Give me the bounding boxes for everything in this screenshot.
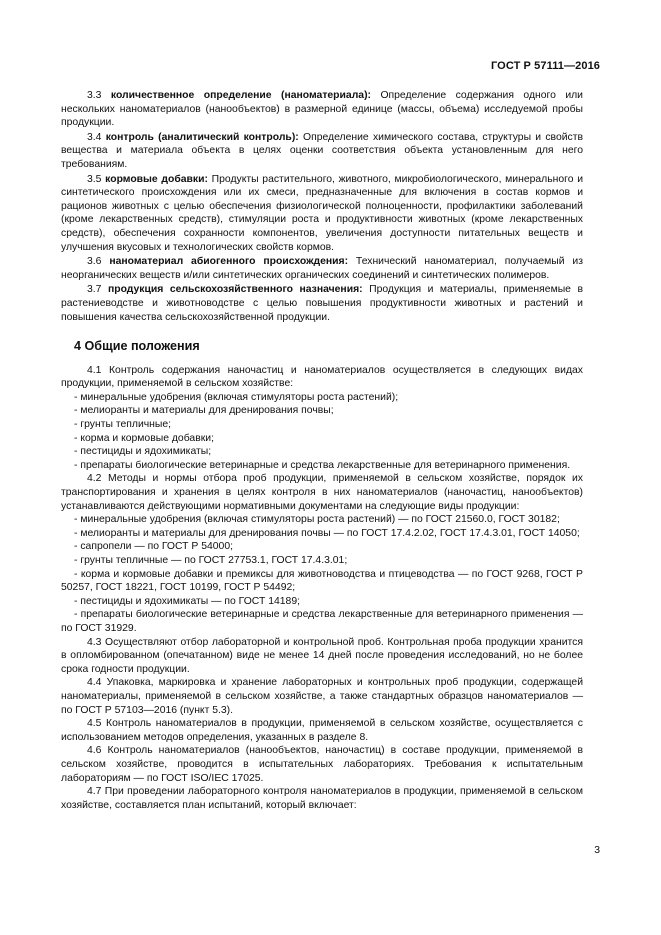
- list-item: - грунты тепличные;: [74, 419, 172, 431]
- paragraph: 4.5 Контроль наноматериалов в продукции, применяемой в сельском хозяйстве, осуществляется с использованием методов определения, указанных в разделе 8.: [61, 718, 583, 743]
- page-number: 3: [594, 845, 600, 856]
- list-item: - препараты биологические ветеринарные и средства лекарственные для ветеринарного применения — по ГОСТ 31929.: [61, 609, 583, 634]
- list-item: - препараты биологические ветеринарные и средства лекарственные для ветеринарного применения.: [74, 459, 571, 471]
- paragraph: 4.3 Осуществляют отбор лабораторной и контрольной проб. Контрольная проба продукции хранится в опломбированном (опечатанном) виде не менее 14 дней после проведения исследований, но не более срока годности продукции.: [61, 636, 583, 675]
- list-item: - мелиоранты и материалы для дренирования почвы;: [74, 405, 334, 417]
- section-content: [61, 364, 583, 813]
- definition-3-4: 3.4 контроль (аналитический контроль): Определение химического состава, структуры и свойств вещества и материала объекта в целях оценки соответствия объекта установленным для него требованиям.: [61, 131, 584, 170]
- document-body: [61, 88, 583, 812]
- definition-3-5: 3.5 кормовые добавки: Продукты растительного, животного, микробиологического, минерального и синтетического происхождения или их смеси, предназначенные для включения в состав кормов и рационов животных с целью обеспечения физиологической полноценности, профилактики заболеваний (кроме лекарственных средств), стимуляции роста и продуктивности животных (кроме лекарственных средств), обеспечения сохранности компонентов, увеличения доступности питательных веществ и улучшения вкусовых и технологических свойств кормов.: [61, 173, 584, 253]
- definition-3-6: 3.6 наноматериал абиогенного происхождения: Технический наноматериал, получаемый из неорганических веществ и/или синтетических органических соединений и синтетических полимеров.: [61, 256, 583, 281]
- list-item: - грунты тепличные — по ГОСТ 27753.1, ГОСТ 17.4.3.01;: [74, 555, 348, 566]
- paragraph: 4.2 Методы и нормы отбора проб продукции, применяемой в сельском хозяйстве, порядок их транспортирования и хранения в целях контроля в них наноматериалов (наночастиц, нанообъектов) устанавливаются действующими нормативными документами на следующие виды продукции:: [61, 473, 583, 512]
- list-item: - минеральные удобрения (включая стимуляторы роста растений);: [74, 391, 399, 403]
- paragraph: 4.1 Контроль содержания наночастиц и наноматериалов осуществляется в следующих видах продукции, применяемой в сельском хозяйстве:: [61, 364, 583, 390]
- definition-3-7: 3.7 продукция сельскохозяйственного назначения: Продукция и материалы, применяемые в растениеводстве и животноводстве с целью повышения продуктивности животных и растений и повышения качества сельскохозяйственной продукции.: [61, 284, 583, 323]
- paragraph: 4.4 Упаковка, маркировка и хранение лабораторных и контрольных проб продукции, содержащей наноматериалы, применяемой в сельском хозяйстве, а также стандартных образцов наноматериалов — по ГОСТ Р 57103—2016 (пункт 5.3).: [61, 677, 583, 716]
- definition-3-3: 3.3 количественное определение (наноматериала): Определение содержания одного или нескольких наноматериалов (нанообъектов) в размерной единице (массы, объема) исследуемой пробы продукции.: [61, 90, 583, 129]
- list-item: - корма и кормовые добавки и премиксы для животноводства и птицеводства — по ГОСТ 9268, ГОСТ Р 50257, ГОСТ 18221, ГОСТ 10199, ГОСТ Р 54492;: [61, 568, 583, 594]
- document-header: ГОСТ Р 57111—2016: [490, 60, 600, 72]
- list-item: - пестициды и ядохимикаты;: [74, 446, 212, 458]
- list-item: - мелиоранты и материалы для дренирования почвы — по ГОСТ 17.4.2.02, ГОСТ 17.4.3.01, ГОСТ 14050;: [74, 527, 580, 539]
- section-title: 4 Общие положения: [74, 339, 200, 354]
- definitions: [61, 89, 583, 324]
- paragraph: 4.6 Контроль наноматериалов (нанообъектов, наночастиц) в составе продукции, применяемой в сельском хозяйстве, проводится в испытательных лабораториях. Требования к испытательным лабораториям — по ГОСТ ISO/IEC 17025.: [61, 745, 583, 784]
- list-item: - корма и кормовые добавки;: [74, 432, 214, 444]
- paragraph: 4.7 При проведении лабораторного контроля наноматериалов в продукции, применяемой в сельском хозяйстве, составляется план испытаний, который включает:: [61, 786, 583, 811]
- list-item: - минеральные удобрения (включая стимуляторы роста растений) — по ГОСТ 21560.0, ГОСТ 30182;: [74, 514, 560, 526]
- list-item: - сапропели — по ГОСТ Р 54000;: [74, 541, 234, 553]
- list-item: - пестициды и ядохимикаты — по ГОСТ 14189;: [74, 595, 300, 607]
